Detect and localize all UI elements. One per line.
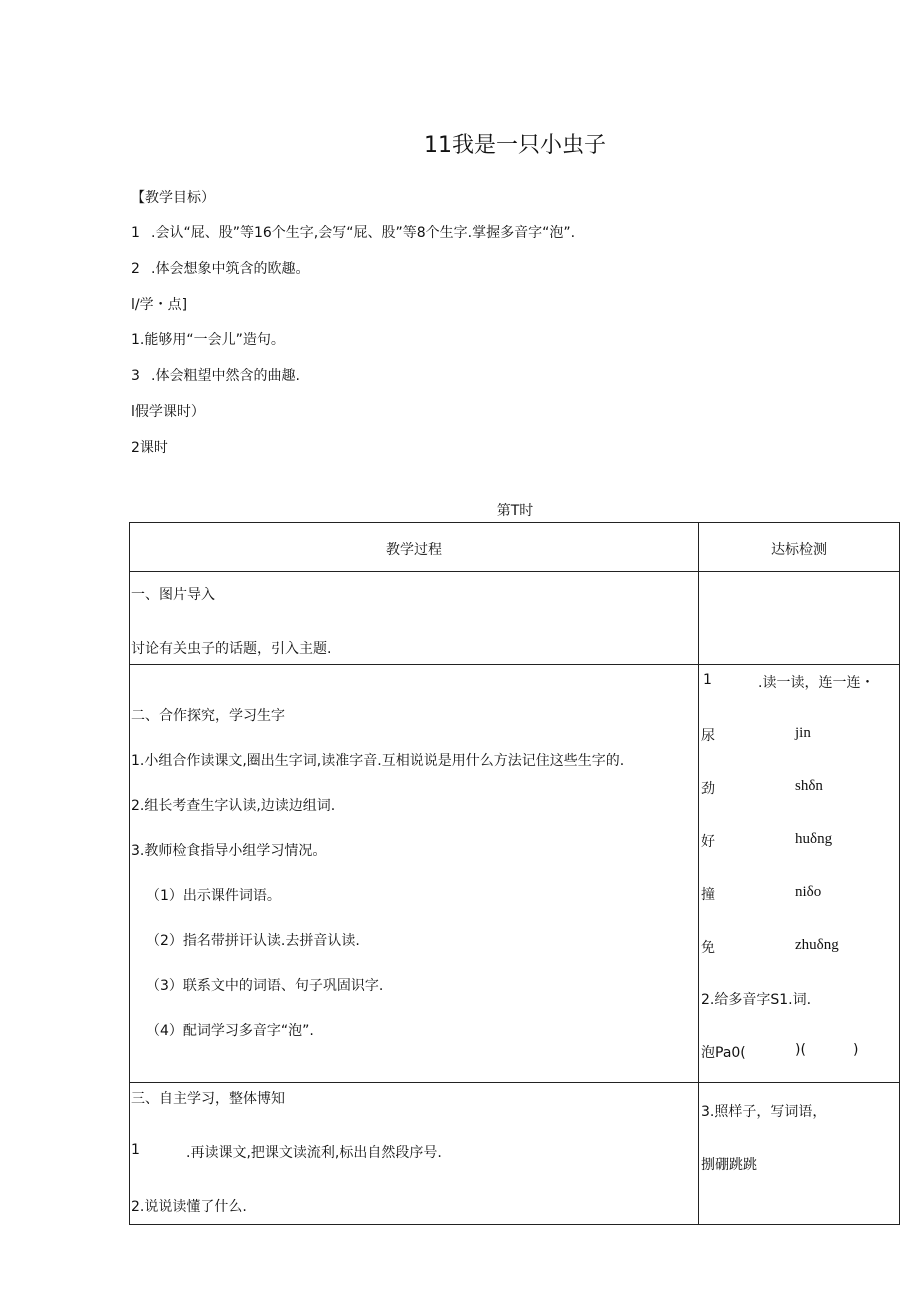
section3-line: 2.说说读懂了什么. [131,1199,247,1215]
objective-number: 1 [131,225,140,241]
q1-number: 1 [703,672,712,688]
q2-prefix: 泡Pa0( [701,1045,746,1061]
q3-example: 捌硼跳跳 [701,1157,757,1173]
match-pinyin: huδng [795,831,833,847]
section2-line: 1.小组合作读课文,圈出生字词,读准字音.互相说说是用什么方法记住这些生字的. [131,753,625,769]
section2-line: 3.教师检食指导小组学习情况。 [131,843,327,859]
match-char: 尿 [701,728,715,744]
keypoint-item-2 [131,365,300,385]
match-pinyin: niδo [795,884,822,900]
section3-title: 三、自主学习，整体博知 [131,1091,285,1107]
hours-value: 2课时 [131,440,168,456]
match-char: 撞 [701,887,715,903]
keypoint-item-1: 1.能够用“一会儿”造句。 [131,332,285,348]
section1-line: 讨论有关虫子的话题，引入主题. [131,641,332,657]
table-border-bottom [129,1224,900,1225]
objective-text: .体会想象中筑含的欧趣。 [151,261,310,277]
q2-blank-separator: )( [795,1042,806,1058]
header-assessment: 达标检测 [771,542,827,558]
section2-subitem: （1）出示课件词语。 [146,888,281,904]
keypoints-heading: l/学・点] [131,297,188,313]
page-title: 11我是一只小虫子 [424,133,606,158]
section3-line: .再读课文,把课文读流利,标出自然段序号. [186,1145,442,1161]
objective-item-2 [131,258,309,278]
section2-subitem: （2）指名带拼讦认读.去拼音认读. [146,933,360,949]
q3-text: 3.照样子，写词语， [701,1104,827,1120]
keypoint-number: 3 [131,368,140,384]
match-char: 劲 [701,781,715,797]
table-caption: 第T时 [496,503,534,519]
keypoint-text: .体会粗望中然含的曲趣. [151,368,300,384]
match-pinyin: zhuδng [795,937,839,953]
header-teaching-process: 教学过程 [386,542,442,558]
match-pinyin: shδn [795,778,823,794]
objectives-heading: 【教学目标） [131,190,215,206]
match-pinyin: jin [795,725,811,741]
section2-subitem: （4）配词学习多音字“泡”. [146,1023,314,1039]
section1-title: 一、图片导入 [131,587,215,603]
section2-subitem: （3）联系文中的词语、句子巩固识字. [146,978,384,994]
section2-line: 2.组长考查生字认读,边读边组词. [131,798,336,814]
objective-text: .会认“屁、股”等16个生字,会写“屁、股”等8个生字.掌握多音字“泡”. [151,225,576,241]
section2-title: 二、合作探究，学习生字 [131,708,285,724]
section3-line-number: 1 [131,1142,140,1158]
table-border-left [129,522,130,1225]
q1-text: .读一读，连一连・ [758,675,875,691]
table-border-right [899,522,900,1225]
match-char: 好 [701,834,715,850]
q2-text: 2.给多音字S1.词. [701,992,812,1008]
objective-item-1 [131,222,575,242]
table-divider [698,522,699,1225]
q2-blank-end: ) [853,1042,859,1058]
table-row-line [129,1082,900,1083]
hours-heading: l假学课时） [131,404,205,420]
objective-number: 2 [131,261,140,277]
table-row-line [129,664,900,665]
table-header-line [129,571,900,572]
match-char: 免 [701,940,715,956]
table-border-top [129,522,900,523]
